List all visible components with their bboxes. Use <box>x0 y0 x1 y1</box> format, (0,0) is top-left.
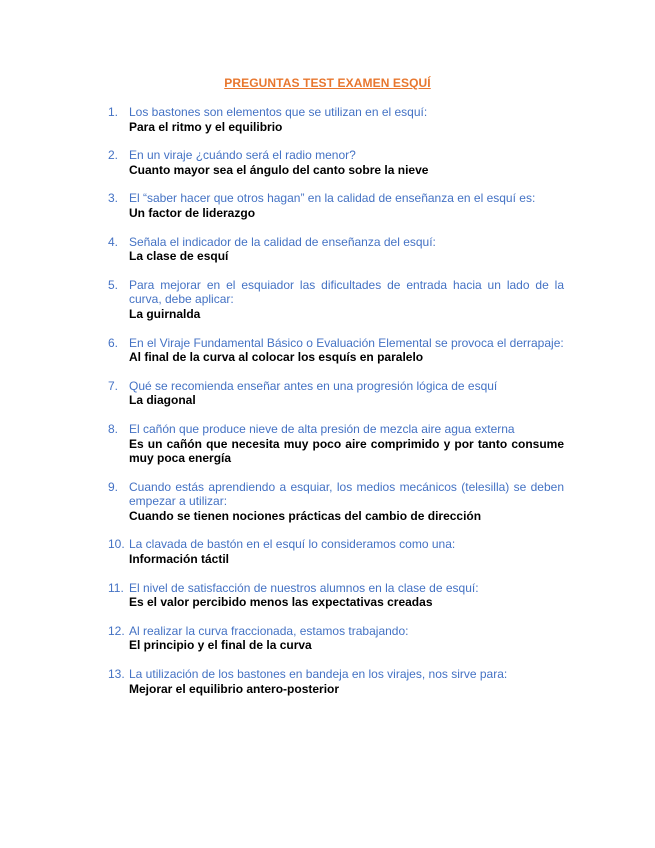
question-number: 11. <box>108 580 124 595</box>
question-number: 12. <box>108 623 125 638</box>
answer-text: Es el valor percibido menos las expectativas creadas <box>129 595 433 610</box>
question-text: El nivel de satisfacción de nuestros alumnos en la clase de esquí: <box>129 580 479 595</box>
question-item <box>108 191 564 220</box>
question-item <box>108 537 564 566</box>
question-text: En el Viraje Fundamental Básico o Evaluación Elemental se provoca el derrapaje: <box>129 335 564 350</box>
question-text: Los bastones son elementos que se utilizan en el esquí: <box>129 105 428 119</box>
question-number: 8. <box>108 421 119 436</box>
answer-text: La guirnalda <box>129 306 201 321</box>
question-item <box>108 148 564 177</box>
question-number: 5. <box>108 277 119 292</box>
question-text: Señala el indicador de la calidad de enseñanza del esquí: <box>129 234 436 249</box>
question-item <box>108 624 564 653</box>
question-number: 9. <box>108 479 119 494</box>
answer-text: Cuando se tienen nociones prácticas del cambio de dirección <box>129 508 482 523</box>
question-number: 10. <box>108 537 125 552</box>
question-text: El “saber hacer que otros hagan” en la calidad de enseñanza en el esquí es: <box>129 191 536 206</box>
question-text: Para mejorar en el esquiador las dificultades de entrada hacia un lado de la curva, debe aplicar: <box>129 277 564 307</box>
question-number: 6. <box>108 335 119 350</box>
question-number: 13. <box>108 667 125 682</box>
question-list <box>108 105 564 696</box>
question-item <box>108 422 564 466</box>
question-number: 7. <box>108 378 119 393</box>
question-text: La clavada de bastón en el esquí lo consideramos como una: <box>129 537 456 552</box>
question-item <box>108 105 564 134</box>
answer-text: Cuanto mayor sea el ángulo del canto sobre la nieve <box>129 162 429 177</box>
question-number: 3. <box>108 191 119 206</box>
question-number: 4. <box>108 234 119 249</box>
question-item <box>108 235 564 264</box>
question-item <box>108 667 564 696</box>
question-item <box>108 480 564 524</box>
question-text: La utilización de los bastones en bandeja en los virajes, nos sirve para: <box>129 667 508 682</box>
question-text: El cañón que produce nieve de alta presión de mezcla aire agua externa <box>129 421 515 436</box>
question-item <box>108 379 564 408</box>
question-text: En un viraje ¿cuándo será el radio menor? <box>129 148 356 163</box>
answer-text: Para el ritmo y el equilibrio <box>129 119 283 134</box>
question-item <box>108 278 564 322</box>
answer-text: El principio y el final de la curva <box>129 638 312 653</box>
question-text: Qué se recomienda enseñar antes en una progresión lógica de esquí <box>129 378 498 393</box>
answer-text: La clase de esquí <box>129 249 229 264</box>
question-number: 1. <box>108 105 119 119</box>
question-text: Cuando estás aprendiendo a esquiar, los medios mecánicos (telesilla) se deben empezar a utilizar: <box>129 479 564 509</box>
question-text: Al realizar la curva fraccionada, estamos trabajando: <box>129 623 409 638</box>
answer-text: Un factor de liderazgo <box>129 205 256 220</box>
answer-text: Información táctil <box>129 552 230 567</box>
answer-text: Es un cañón que necesita muy poco aire comprimido y por tanto consume muy poca energía <box>129 436 564 466</box>
question-item <box>108 581 564 610</box>
question-item <box>108 336 564 365</box>
answer-text: Mejorar el equilibrio antero-posterior <box>129 681 340 696</box>
answer-text: La diagonal <box>129 393 196 408</box>
document-title: PREGUNTAS TEST EXAMEN ESQUÍ <box>224 76 431 90</box>
answer-text: Al final de la curva al colocar los esquís en paralelo <box>129 350 424 365</box>
question-number: 2. <box>108 148 119 163</box>
